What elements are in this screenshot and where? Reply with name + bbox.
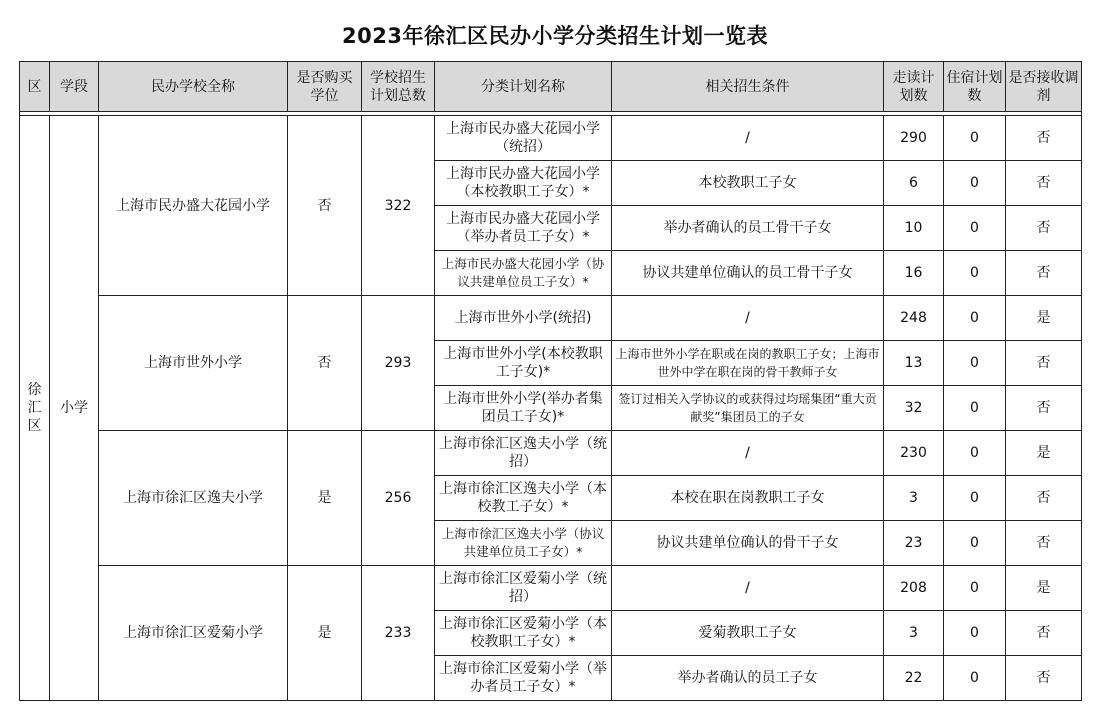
enrollment-plan-table bbox=[19, 61, 1082, 701]
board-count-cell: 0 bbox=[944, 296, 1006, 341]
board-count-cell: 0 bbox=[944, 431, 1006, 476]
header-plan-name: 分类计划名称 bbox=[435, 62, 612, 112]
district-label: 徐汇区 bbox=[27, 382, 42, 434]
day-count-cell: 3 bbox=[884, 476, 944, 521]
table-body bbox=[20, 112, 1082, 701]
plan-name-cell: 上海市世外小学(举办者集团员工子女)* bbox=[435, 386, 612, 431]
adjust-cell: 否 bbox=[1006, 206, 1082, 251]
condition-cell: 爱菊教职工子女 bbox=[612, 611, 884, 656]
condition-cell: 本校在职在岗教职工子女 bbox=[612, 476, 884, 521]
condition-cell: 举办者确认的员工骨干子女 bbox=[612, 206, 884, 251]
plan-name-cell: 上海市徐汇区逸夫小学（统招） bbox=[435, 431, 612, 476]
stage-cell: 小学 bbox=[50, 116, 99, 701]
condition-cell: 签订过相关入学协议的或获得过均瑶集团“重大贡献奖”集团员工的子女 bbox=[612, 386, 884, 431]
plan-name-cell: 上海市徐汇区爱菊小学（本校教职工子女）* bbox=[435, 611, 612, 656]
adjust-cell: 否 bbox=[1006, 161, 1082, 206]
school-name-cell: 上海市民办盛大花园小学 bbox=[99, 116, 288, 296]
board-count-cell: 0 bbox=[944, 251, 1006, 296]
board-count-cell: 0 bbox=[944, 566, 1006, 611]
day-count-cell: 208 bbox=[884, 566, 944, 611]
day-count-cell: 230 bbox=[884, 431, 944, 476]
condition-cell: 本校教职工子女 bbox=[612, 161, 884, 206]
total-plan-cell: 256 bbox=[362, 431, 435, 566]
header-conditions: 相关招生条件 bbox=[612, 62, 884, 112]
header-school: 民办学校全称 bbox=[99, 62, 288, 112]
plan-name-cell: 上海市徐汇区爱菊小学（统招） bbox=[435, 566, 612, 611]
table-row bbox=[20, 566, 1082, 611]
header-stage: 学段 bbox=[50, 62, 99, 112]
plan-name-cell: 上海市民办盛大花园小学（统招） bbox=[435, 116, 612, 161]
plan-name-cell: 上海市徐汇区爱菊小学（举办者员工子女）* bbox=[435, 656, 612, 701]
table-row bbox=[20, 296, 1082, 341]
buy-degree-cell: 否 bbox=[288, 116, 362, 296]
condition-cell: 协议共建单位确认的员工骨干子女 bbox=[612, 251, 884, 296]
buy-degree-cell: 是 bbox=[288, 431, 362, 566]
board-count-cell: 0 bbox=[944, 611, 1006, 656]
condition-cell: 协议共建单位确认的骨干子女 bbox=[612, 521, 884, 566]
school-name-cell: 上海市世外小学 bbox=[99, 296, 288, 431]
page-title: 2023年徐汇区民办小学分类招生计划一览表 bbox=[342, 24, 768, 48]
header-adjust: 是否接收调剂 bbox=[1006, 62, 1082, 112]
adjust-cell: 否 bbox=[1006, 521, 1082, 566]
school-name-cell: 上海市徐汇区爱菊小学 bbox=[99, 566, 288, 701]
day-count-cell: 13 bbox=[884, 341, 944, 386]
table-row bbox=[20, 431, 1082, 476]
total-plan-cell: 233 bbox=[362, 566, 435, 701]
adjust-cell: 否 bbox=[1006, 386, 1082, 431]
condition-cell: / bbox=[612, 431, 884, 476]
day-count-cell: 32 bbox=[884, 386, 944, 431]
day-count-cell: 23 bbox=[884, 521, 944, 566]
plan-name-cell: 上海市民办盛大花园小学（举办者员工子女）* bbox=[435, 206, 612, 251]
day-count-cell: 248 bbox=[884, 296, 944, 341]
day-count-cell: 10 bbox=[884, 206, 944, 251]
board-count-cell: 0 bbox=[944, 116, 1006, 161]
plan-name-cell: 上海市徐汇区逸夫小学（协议共建单位员工子女）* bbox=[435, 521, 612, 566]
adjust-cell: 否 bbox=[1006, 611, 1082, 656]
day-count-cell: 22 bbox=[884, 656, 944, 701]
header-total: 学校招生计划总数 bbox=[362, 62, 435, 112]
plan-name-cell: 上海市世外小学(本校教职工子女)* bbox=[435, 341, 612, 386]
adjust-cell: 是 bbox=[1006, 566, 1082, 611]
district-cell bbox=[20, 116, 50, 701]
adjust-cell: 是 bbox=[1006, 431, 1082, 476]
adjust-cell: 是 bbox=[1006, 296, 1082, 341]
adjust-cell: 否 bbox=[1006, 116, 1082, 161]
condition-cell: / bbox=[612, 566, 884, 611]
condition-cell: 举办者确认的员工子女 bbox=[612, 656, 884, 701]
header-buy-degree: 是否购买学位 bbox=[288, 62, 362, 112]
header-board: 住宿计划数 bbox=[944, 62, 1006, 112]
adjust-cell: 否 bbox=[1006, 656, 1082, 701]
table-row bbox=[20, 116, 1082, 161]
board-count-cell: 0 bbox=[944, 206, 1006, 251]
plan-name-cell: 上海市民办盛大花园小学（本校教职工子女）* bbox=[435, 161, 612, 206]
board-count-cell: 0 bbox=[944, 656, 1006, 701]
day-count-cell: 6 bbox=[884, 161, 944, 206]
board-count-cell: 0 bbox=[944, 521, 1006, 566]
day-count-cell: 290 bbox=[884, 116, 944, 161]
adjust-cell: 否 bbox=[1006, 476, 1082, 521]
day-count-cell: 16 bbox=[884, 251, 944, 296]
header-day: 走读计划数 bbox=[884, 62, 944, 112]
adjust-cell: 否 bbox=[1006, 251, 1082, 296]
header-row bbox=[20, 62, 1082, 112]
plan-name-cell: 上海市民办盛大花园小学（协议共建单位员工子女）* bbox=[435, 251, 612, 296]
plan-name-cell: 上海市世外小学(统招) bbox=[435, 296, 612, 341]
plan-name-cell: 上海市徐汇区逸夫小学（本校教工子女）* bbox=[435, 476, 612, 521]
board-count-cell: 0 bbox=[944, 341, 1006, 386]
condition-cell: 上海市世外小学在职或在岗的教职工子女；上海市世外中学在职在岗的骨干教师子女 bbox=[612, 341, 884, 386]
total-plan-cell: 293 bbox=[362, 296, 435, 431]
adjust-cell: 否 bbox=[1006, 341, 1082, 386]
board-count-cell: 0 bbox=[944, 476, 1006, 521]
condition-cell: / bbox=[612, 116, 884, 161]
condition-cell: / bbox=[612, 296, 884, 341]
day-count-cell: 3 bbox=[884, 611, 944, 656]
total-plan-cell: 322 bbox=[362, 116, 435, 296]
buy-degree-cell: 是 bbox=[288, 566, 362, 701]
board-count-cell: 0 bbox=[944, 386, 1006, 431]
header-district: 区 bbox=[20, 62, 50, 112]
school-name-cell: 上海市徐汇区逸夫小学 bbox=[99, 431, 288, 566]
board-count-cell: 0 bbox=[944, 161, 1006, 206]
buy-degree-cell: 否 bbox=[288, 296, 362, 431]
